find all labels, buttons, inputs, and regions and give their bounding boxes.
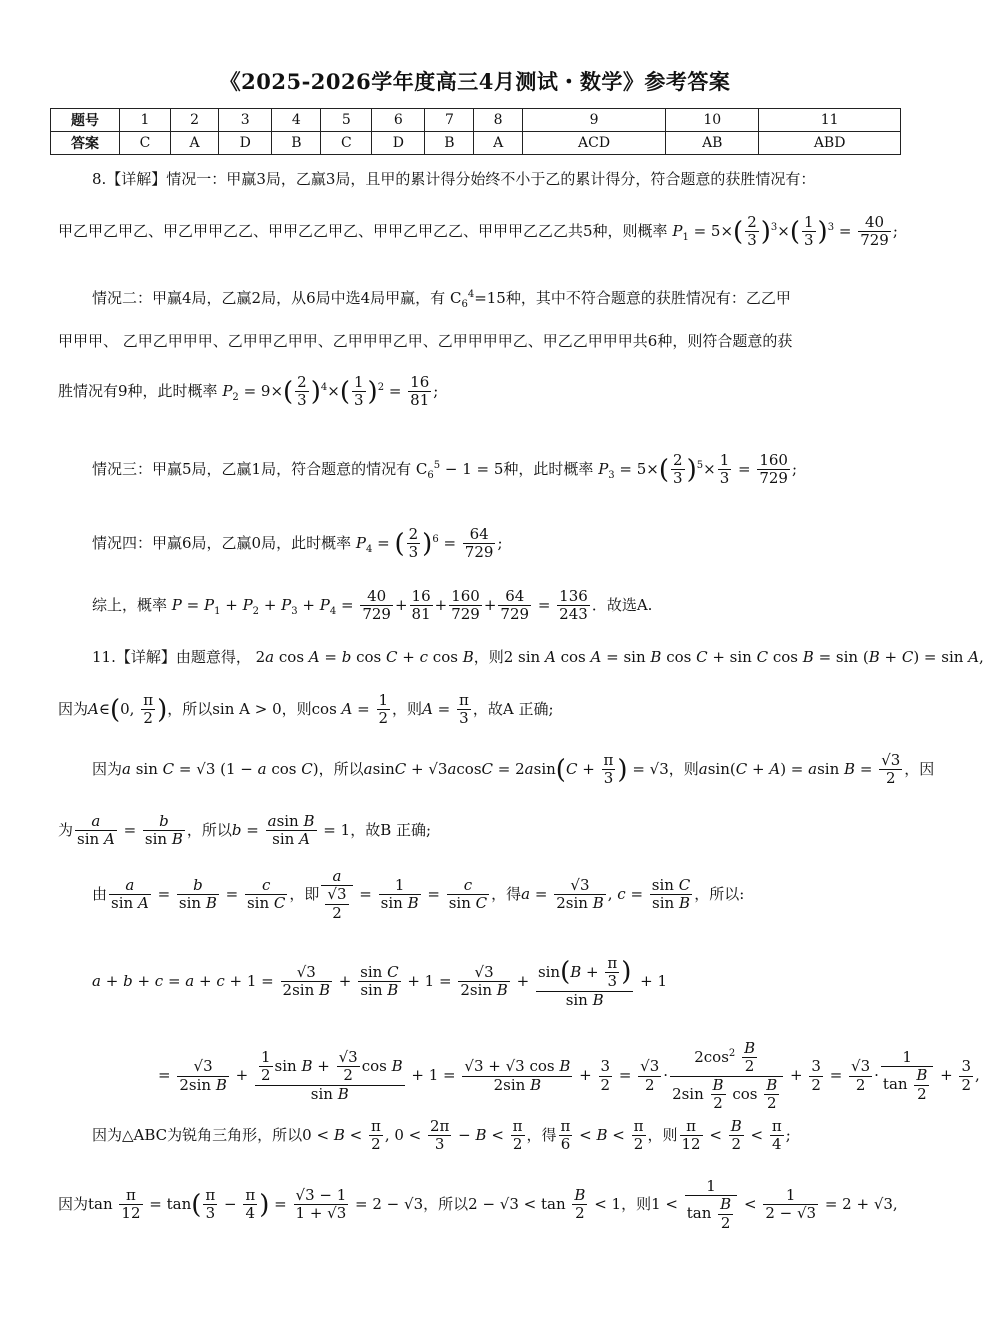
table-cell: 1 — [120, 109, 171, 132]
q8-case2-b: 种，其中不符合题意的获胜情况有：乙乙甲 — [505, 289, 791, 307]
table-cell: 6 — [372, 109, 425, 132]
table-cell: 8 — [474, 109, 522, 132]
q11-perimeter-line2: = $\frac{√3}{\text{2sin B}}$ + $\frac{1}{2}$ sin B + $\frac{√3}{2}$ cos B sin B + 1 = $\frac{\text{√3 + √3 cos B}}{\text{2sin B}}$ + $\frac{3}{2}$ = $\frac{√3}{2}$ · $2\cos^2$ $\frac{B}{2}$ 2sin $\frac{B}{2}$ cos $\frac{B}{2}$ + $\frac{3}{2}$ = $\frac{√3}{2}$ · 1 tan $\frac{B}{2}$ + $\frac{3}{2}$ , — [158, 1039, 980, 1112]
q11-b-line: 因为a sin C = √3 (1 − a cos C)，所以asinC + √3acosC = 2asin(C + $\frac{\pi}{3}$ ) = √3，则asin(C + A) = asin B = $\frac{√3}{2}$ ，因 — [92, 751, 935, 788]
q11-a-correct: ，故A 正确; — [472, 699, 554, 718]
q11-suoyi: ，所以: — [694, 884, 745, 903]
q8-case3-b: 种，此时概率 — [503, 459, 594, 478]
q11-so-b: ，所以 — [186, 820, 232, 839]
q11-because-tail: ，因 — [904, 759, 935, 778]
q11-b-line2: 为 $\frac{a}{\text{sin A}}$ = $\frac{b}{\text{sin B}}$ ，所以b = $\frac{\text{asin B}}{\text{sin A}}$ = 1，故B 正确; — [58, 812, 432, 849]
q11-wei: 为 — [58, 820, 74, 839]
table-cell: B — [425, 132, 474, 155]
table-cell: A — [474, 132, 522, 155]
q11-ze: ，则 — [647, 1125, 678, 1144]
table-cell: B — [272, 132, 321, 155]
table-cell: 11 — [759, 109, 901, 132]
q11-so: ，所以 — [318, 759, 364, 778]
q11-c-line: 由 $\frac{a}{\text{sin A}}$ = $\frac{b}{\text{sin B}}$ = $\frac{c}{\text{sin C}}$ ，即 $\frac{a}{\frac{√3}{2}}$ = $\frac{1}{\text{sin B}}$ = $\frac{c}{\text{sin C}}$ ，得a = $\frac{√3}{\text{2sin B}}$ , c = $\frac{\text{sin C}}{\text{sin B}}$ ，所以: — [92, 867, 745, 922]
q11-intro: 11.【详解】由题意得， — [92, 648, 251, 666]
q11-so-sina: ，所以sin A > 0，则 — [167, 699, 312, 718]
q11-b-correct: ，故B 正确; — [350, 820, 432, 839]
q8-case2-a: 情况二：甲赢4局，乙赢2局，从6局中选4局甲赢，有 — [92, 289, 446, 307]
q8-case2-list: 甲甲甲、 乙甲乙甲甲甲、乙甲甲乙甲甲、乙甲甲甲乙甲、乙甲甲甲甲乙、甲乙乙甲甲甲共6种，则符合题意的获 — [58, 332, 793, 350]
q11-perimeter-line1: a + b + c = a + c + 1 = $\frac{√3}{\text{2sin B}}$ + $\frac{\text{sin C}}{\text{sin B}}$ + 1 = $\frac{√3}{\text{2sin B}}$ + sin(B + $\frac{\pi}{3}$ ) sin B + 1 — [92, 954, 668, 1009]
q11-acute-line: 因为△ABC为锐角三角形，所以0 < B < $\frac{\pi}{2}$ , 0 < $\frac{2\pi}{3}$ − B < $\frac{\pi}{2}$ ，得 $\frac{\pi}{6}$ < B < $\frac{\pi}{2}$ ，则 $\frac{\pi}{12}$ < $\frac{B}{2}$ < $\frac{\pi}{4}$ ; — [92, 1117, 791, 1154]
table-cell: ABD — [759, 132, 901, 155]
q11-because-b: 因为 — [92, 759, 123, 778]
q11-because-tan: 因为 — [58, 1194, 89, 1213]
answer-table-header-row — [51, 109, 901, 132]
answer-label: 答案 — [51, 132, 120, 155]
q11-you: 由 — [92, 884, 108, 903]
answer-table — [50, 108, 901, 155]
q11-de2: ，得 — [526, 1125, 557, 1144]
q8-summary-b: ．故选A. — [591, 595, 653, 614]
table-cell: 3 — [219, 109, 272, 132]
q8-case4-line: 情况四：甲赢6局，乙赢0局，此时概率 $P_4$ = ( $\frac{2}{3}$ )$^6$ = $\frac{64}{729}$ ; — [92, 525, 503, 562]
q11-so-tan: ，所以 — [423, 1194, 469, 1213]
q8-case2-end: 胜情况有9种，此时概率 — [58, 381, 218, 400]
q8-case3-a: 情况三：甲赢5局，乙赢1局，符合题意的情况有 — [92, 459, 412, 478]
q11-ji: ，即 — [289, 884, 320, 903]
table-cell: C — [120, 132, 171, 155]
q11-then: ，则 — [473, 648, 504, 666]
q11-intro-line: 11.【详解】由题意得， 2a cos A = b cos C + c cos B，则2 sin A cos A = sin B cos C + sin C cos B = sin (B + C) = sin A, — [92, 648, 984, 666]
q8-intro: 8.【详解】情况一：甲赢3局，乙赢3局，且甲的累计得分始终不小于乙的累计得分，符合题意的获胜情况有： — [92, 170, 816, 188]
table-cell: AB — [666, 132, 759, 155]
q11-then2: ，则 — [392, 699, 423, 718]
table-cell: 9 — [522, 109, 666, 132]
table-cell: 5 — [321, 109, 372, 132]
q8-summary-line: 综上，概率 $P = P_1 + P_2 + P_3 + P_4$ = $\frac{40}{729}$ + $\frac{16}{81}$ + $\frac{160}{729}$ + $\frac{64}{729}$ = $\frac{136}{243}$ ．故选A. — [92, 587, 653, 624]
q8-case3-line: 情况三：甲赢5局，乙赢1局，符合题意的情况有 $C_6^5 - 1 = 5$种，此时概率 $P_3 = 5\times$( $\frac{2}{3}$ )$^5$× $\frac{1}{3}$ = $\frac{160}{729}$ ; — [92, 451, 798, 488]
q11-tan-line: 因为tan $\frac{\pi}{12}$ = tan( $\frac{\pi}{3}$ − $\frac{\pi}{4}$ ) = $\frac{√3 - 1}{1 + √3}$ = 2 − √3，所以2 − √3 < tan $\frac{B}{2}$ < 1，则1 < 1 tan $\frac{B}{2}$ < $\frac{1}{2 - √3}$ = 2 + √3, — [58, 1177, 898, 1232]
q8-summary-a: 综上，概率 — [92, 595, 168, 614]
q8-case1-line: 甲乙甲乙甲乙、甲乙甲甲乙乙、甲甲乙乙甲乙、甲甲乙甲乙乙、甲甲甲乙乙乙共5种，则概率 $P_1 = 5\times$( $\frac{2}{3}$ )$^3$×( $\frac{1}{3}$ )$^3$ = $\frac{40}{729}$ ; — [58, 213, 898, 250]
q11-then3: ，则 — [668, 759, 699, 778]
q11-de: ，得 — [491, 884, 522, 903]
table-cell: 4 — [272, 109, 321, 132]
q8-case2-end-line: 胜情况有9种，此时概率 $P_2 = 9\times$( $\frac{2}{3}$ )$^4$×( $\frac{1}{3}$ )$^2$ = $\frac{16}{81}$ ; — [58, 373, 439, 410]
table-cell: C — [321, 132, 372, 155]
answer-table-answer-row — [51, 132, 901, 155]
table-cell: 2 — [170, 109, 218, 132]
table-cell: A — [170, 132, 218, 155]
q8-case2-line: 情况二：甲赢4局，乙赢2局，从6局中选4局甲赢，有 $C_6^4=15$种，其中不符合题意的获胜情况有：乙乙甲 — [92, 289, 791, 310]
q11-because-a: 因为 — [58, 699, 89, 718]
header-label: 题号 — [51, 109, 120, 132]
q8-case4: 情况四：甲赢6局，乙赢0局，此时概率 — [92, 533, 352, 552]
table-cell: 10 — [666, 109, 759, 132]
q11-acute: 因为△ABC为锐角三角形，所以 — [92, 1125, 303, 1144]
table-cell: ACD — [522, 132, 666, 155]
table-cell: D — [219, 132, 272, 155]
q11-ze2: ，则 — [621, 1194, 652, 1213]
table-cell: 7 — [425, 109, 474, 132]
page-title: 《2025-2026学年度高三4月测试・数学》参考答案 — [219, 69, 731, 94]
table-cell: D — [372, 132, 425, 155]
q11-a-line: 因为A∈(0, $\frac{\pi}{2}$ )，所以sin A > 0，则cos A = $\frac{1}{2}$ ，则A = $\frac{\pi}{3}$ ，故A 正确; — [58, 691, 554, 728]
q8-case1-text: 甲乙甲乙甲乙、甲乙甲甲乙乙、甲甲乙乙甲乙、甲甲乙甲乙乙、甲甲甲乙乙乙共5种，则概率 — [58, 221, 668, 240]
